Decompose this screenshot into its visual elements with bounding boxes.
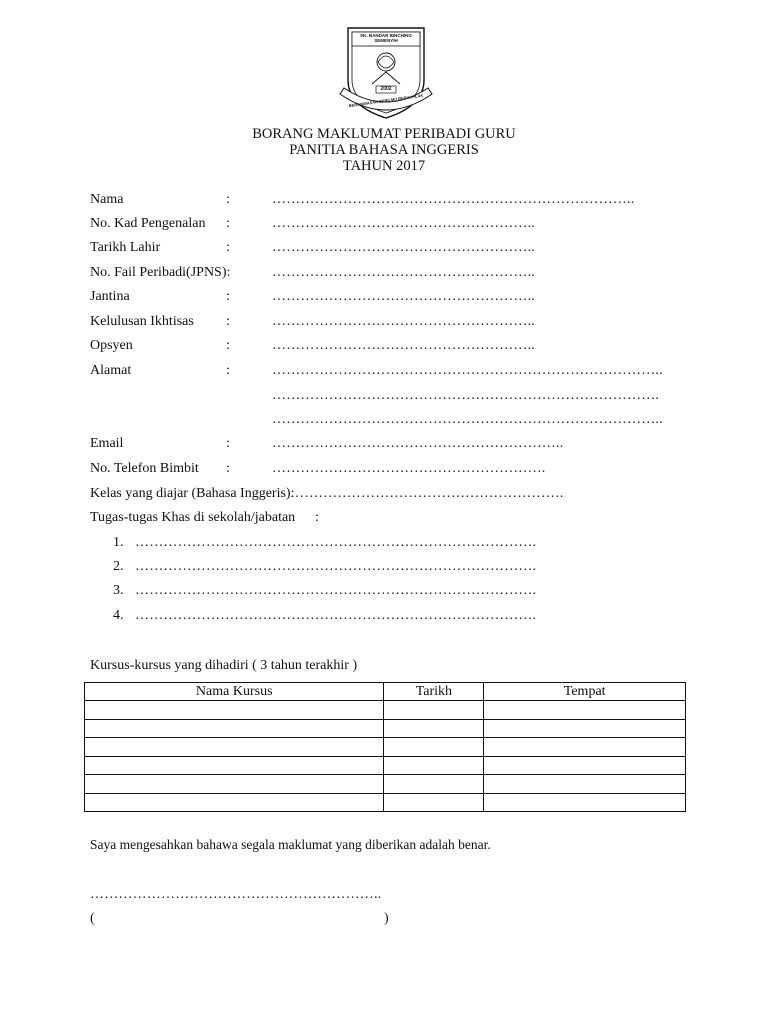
field-colon: : <box>226 436 230 451</box>
table-cell[interactable] <box>384 756 484 775</box>
table-cell[interactable] <box>484 738 686 757</box>
field-label-telefon-bimbit: No. Telefon Bimbit <box>90 461 199 476</box>
field-input-alamat-line1[interactable]: ……………………………………………………………………….. <box>272 363 663 378</box>
form-year: TAHUN 2017 <box>342 158 426 174</box>
table-row <box>85 775 686 794</box>
field-label-fail-peribadi: No. Fail Peribadi(JPNS): <box>90 265 231 280</box>
field-colon: : <box>226 192 230 207</box>
field-input-alamat-line2[interactable]: ………………………………………………………………………. <box>272 388 660 403</box>
table-cell[interactable] <box>85 756 384 775</box>
crest-year: 2002 <box>380 86 392 92</box>
column-header-tarikh: Tarikh <box>384 683 484 701</box>
tugas-item-number: 2. <box>113 559 124 574</box>
kursus-table <box>84 682 686 812</box>
field-colon: : <box>315 510 319 525</box>
field-label-email: Email <box>90 436 124 451</box>
field-input-opsyen[interactable]: ……………………………………………….. <box>272 338 535 353</box>
table-cell[interactable] <box>384 793 484 812</box>
field-colon: : <box>226 240 230 255</box>
field-label-kelulusan-ikhtisas: Kelulusan Ikhtisas <box>90 314 194 329</box>
table-cell[interactable] <box>484 719 686 738</box>
table-cell[interactable] <box>384 775 484 794</box>
form-subtitle: PANITIA BAHASA INGGERIS <box>289 142 479 158</box>
crest-motto: BERWAWASAN BERILMU BERAKHLAK <box>348 92 424 109</box>
table-cell[interactable] <box>484 775 686 794</box>
field-colon: : <box>226 363 230 378</box>
table-row <box>85 738 686 757</box>
table-cell[interactable] <box>85 701 384 720</box>
field-label-opsyen: Opsyen <box>90 338 133 353</box>
table-row <box>85 719 686 738</box>
table-cell[interactable] <box>384 701 484 720</box>
tugas-item-number: 4. <box>113 608 124 623</box>
field-label-nama: Nama <box>90 192 124 207</box>
table-row <box>85 793 686 812</box>
field-input-kelulusan-ikhtisas[interactable]: ……………………………………………….. <box>272 314 535 329</box>
field-colon: : <box>226 338 230 353</box>
table-row <box>85 756 686 775</box>
table-cell[interactable] <box>85 719 384 738</box>
name-close-paren: ) <box>384 911 389 926</box>
table-cell[interactable] <box>384 719 484 738</box>
field-input-fail-peribadi[interactable]: ……………………………………………….. <box>272 265 535 280</box>
field-colon: : <box>226 216 230 231</box>
tugas-item-input[interactable]: …………………………………………………………………………. <box>135 559 537 574</box>
field-input-kelas-diajar[interactable]: …………………………………………………. <box>290 486 564 501</box>
table-row <box>85 701 686 720</box>
tugas-item-number: 3. <box>113 583 124 598</box>
field-input-jantina[interactable]: ……………………………………………….. <box>272 289 535 304</box>
field-label-tarikh-lahir: Tarikh Lahir <box>90 240 161 255</box>
kursus-section-title: Kursus-kursus yang dihadiri ( 3 tahun terakhir ) <box>90 658 358 673</box>
field-label-kelas-diajar: Kelas yang diajar (Bahasa Inggeris): <box>90 486 295 501</box>
table-cell[interactable] <box>484 701 686 720</box>
crest-banner-text: SK. BANDAR BINCHING SEMENYIH <box>360 33 412 44</box>
table-cell[interactable] <box>85 738 384 757</box>
field-input-telefon-bimbit[interactable]: …………………………………………………. <box>272 461 546 476</box>
field-colon: : <box>226 461 230 476</box>
tugas-item-input[interactable]: …………………………………………………………………………. <box>135 583 537 598</box>
field-colon: : <box>226 289 230 304</box>
table-cell[interactable] <box>484 793 686 812</box>
table-cell[interactable] <box>85 775 384 794</box>
declaration-text: Saya mengesahkan bahawa segala maklumat yang diberikan adalah benar. <box>90 837 491 852</box>
field-input-nama[interactable]: ………………………………………………………………….. <box>272 192 635 207</box>
field-input-tarikh-lahir[interactable]: ……………………………………………….. <box>272 240 535 255</box>
field-colon: : <box>226 314 230 329</box>
table-cell[interactable] <box>384 738 484 757</box>
field-label-tugas-khas: Tugas-tugas Khas di sekolah/jabatan <box>90 510 296 525</box>
tugas-item-input[interactable]: …………………………………………………………………………. <box>135 535 537 550</box>
field-label-alamat: Alamat <box>90 363 132 378</box>
column-header-tempat: Tempat <box>484 683 686 701</box>
name-open-paren: ( <box>90 911 95 926</box>
tugas-item-number: 1. <box>113 535 124 550</box>
table-cell[interactable] <box>85 793 384 812</box>
tugas-item-input[interactable]: …………………………………………………………………………. <box>135 608 537 623</box>
field-input-kad-pengenalan[interactable]: ……………………………………………….. <box>272 216 535 231</box>
signature-line[interactable]: …………………………………………………….. <box>90 887 382 902</box>
field-input-alamat-line3[interactable]: ……………………………………………………………………….. <box>272 412 663 427</box>
field-label-jantina: Jantina <box>90 289 130 304</box>
field-label-kad-pengenalan: No. Kad Pengenalan <box>90 216 206 231</box>
column-header-nama-kursus: Nama Kursus <box>85 683 384 701</box>
form-title: BORANG MAKLUMAT PERIBADI GURU <box>252 126 516 142</box>
table-header-row <box>85 683 686 701</box>
field-input-email[interactable]: …………………………………………………….. <box>272 436 564 451</box>
table-cell[interactable] <box>484 756 686 775</box>
